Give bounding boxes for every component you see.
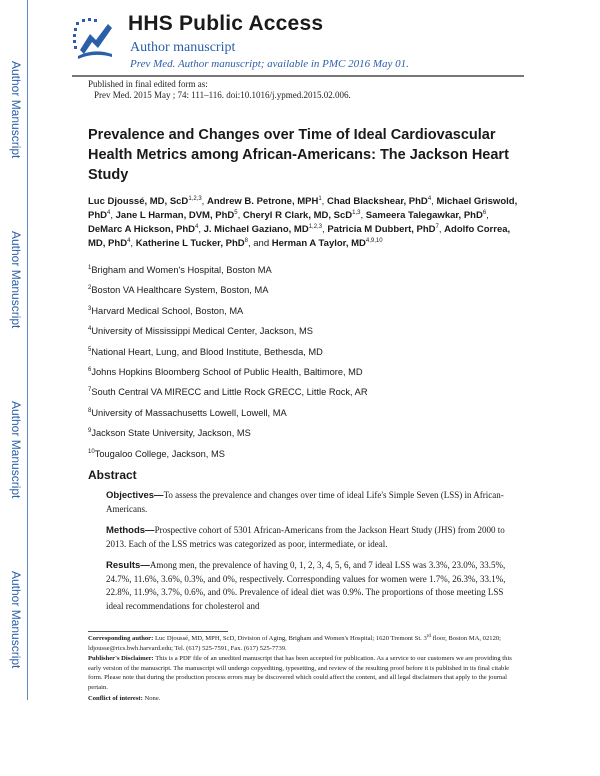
author-affil-sup: 1,2,3 [188,196,202,202]
side-label-author-manuscript: Author Manuscript [9,571,23,669]
affiliation-number: 8 [88,407,92,414]
author-name: Herman A Taylor, MD [271,238,366,250]
author-name: Chad Blackshear, PhD [326,196,428,207]
corresponding-label: Corresponding author: [88,635,154,642]
header-title: HHS Public Access [128,12,324,35]
abstract-heading: Abstract [88,468,137,482]
author-name: Katherine L Tucker, PhD [135,238,245,250]
hhs-eagle-logo-icon [72,14,118,64]
author-name: Adolfo Correa, MD, PhD [88,224,511,250]
author-affil-sup: 5 [234,210,238,217]
affiliation-item [88,324,518,344]
author-affil-sup: 8 [244,238,248,245]
header-availability-note: Prev Med. Author manuscript; available in PMC 2016 May 01. [130,58,409,70]
affiliation-text: Harvard Medical School, Boston, MA [91,305,244,316]
affiliation-number: 9 [88,428,92,435]
author-name: Jane L Harman, DVM, PhD [115,210,235,222]
affiliation-list [88,263,518,467]
affiliation-number: 1 [88,265,92,271]
author-name: Luc Djoussé, MD, ScD [88,196,189,207]
author-affil-sup: 4 [127,238,131,245]
author-affil-sup: 7 [435,224,439,231]
author-affil-sup: 1 [318,196,322,202]
affiliation-text: National Heart, Lung, and Blood Institute, Bethesda, MD [91,346,323,357]
footnotes [88,634,522,704]
author-name: Michael Griswold, PhD [88,196,518,222]
author-name: Sameera Talegawkar, PhD [365,210,483,222]
abstract-results [106,559,520,613]
author-name: Cheryl R Clark, MD, ScD [242,210,353,222]
author-affil-sup: 4 [427,196,432,202]
article-title: Prevalence and Changes over Time of Ideal Cardiovascular Health Metrics among African-Americans: The Jackson Heart Study [88,127,509,183]
author-name: DeMarc A Hickson, PhD [88,224,195,236]
objectives-label: Objectives— [106,490,164,501]
side-label-author-manuscript: Author Manuscript [9,231,23,329]
corresponding-text: Luc Djoussé, MD, MPH, ScD, Division of Aging, Brigham and Women's Hospital; 1620 Tremont St. 3 [154,635,427,642]
corresponding-text-cont: floor, Boston MA, 02120; ldjousse@rics.bwh.harvard.edu; Tel. (617) 525-7591, Fax. (617) 525-7739. [88,635,501,652]
disclaimer-text: This is a PDF file of an unedited manuscript that has been accepted for publication. As a service to our customers we are providing this early version of the manuscript. The manuscript will undergo copyediting, typesetting, and review of the resulting proof before it is published in its final citable form. Please note that during the production process errors may be discovered which could affect the content, and all legal disclaimers that apply to the journal pertain. [88,655,512,691]
affiliation-text: South Central VA MIRECC and Little Rock GRECC, Little Rock, AR [91,387,368,398]
side-rule [27,0,28,700]
affiliation-text: Brigham and Women's Hospital, Boston MA [91,265,272,275]
header-subtitle: Author manuscript [130,40,236,55]
header-divider [72,75,524,77]
side-label-author-manuscript: Author Manuscript [9,61,23,159]
affiliation-text: Jackson State University, Jackson, MS [91,428,251,439]
author-conjunction: and [253,238,270,250]
affiliation-item [88,304,518,324]
author-affil-sup: 6 [482,210,487,217]
author-affil-sup: 1,2,3 [308,224,323,231]
author-name: J. Michael Gaziano, MD [203,224,309,236]
affiliation-text: Tougaloo College, Jackson, MS [94,448,225,459]
affiliation-item [88,406,518,426]
abstract-objectives [106,489,520,516]
results-label: Results— [106,560,150,571]
methods-label: Methods— [106,525,155,536]
affiliation-number: 10 [88,448,95,455]
affiliation-number: 6 [88,366,92,373]
author-affil-sup: 4 [107,210,111,217]
affiliation-item [88,283,518,303]
corresponding-author-note [88,634,522,653]
affiliation-number: 3 [88,305,92,312]
results-text: Among men, the prevalence of having 0, 1, 2, 3, 4, 5, 6, and 7 ideal LSS was 3.3%, 23.0%, 33.5%, 24.7%, 11.6%, 3.6%, 0.3%, and 0%, respectively. Corresponding values for women were 1.7%, 26.3%, 33.1%, 22.8%, 11.9%, 3.7%, 0.6%, and 0%. Prevalence of ideal diet was 0.9%. The proportions of those meeting LSS ideal recommendations for cholesterol and [106,560,506,611]
methods-text: Prospective cohort of 5301 African-Americans from the Jackson Heart Study (JHS) from 2000 to 2013. Each of the LSS metrics was categorized as poor, intermediate, or ideal. [106,525,505,549]
affiliation-text: Johns Hopkins Bloomberg School of Public Health, Baltimore, MD [91,366,363,377]
conflict-text: None. [144,694,161,702]
publisher-disclaimer [88,654,522,692]
side-label-author-manuscript: Author Manuscript [9,401,23,499]
publication-line: Published in final edited form as: [88,79,208,89]
affiliation-item [88,426,518,446]
conflict-of-interest [88,694,522,704]
author-affil-sup: 4,9,10 [365,238,383,245]
abstract-methods [106,524,520,551]
disclaimer-label: Publisher's Disclaimer: [88,655,154,663]
affiliation-text: University of Massachusetts Lowell, Lowell, MA [91,407,287,418]
affiliation-item [88,385,518,405]
objectives-text: To assess the prevalence and changes over time of ideal Life's Simple Seven (LSS) in African-Americans. [106,490,504,514]
corresponding-sup: rd [426,634,431,639]
author-name: Patricia M Dubbert, PhD [327,224,436,236]
affiliation-text: Boston VA Healthcare System, Boston, MA [91,285,269,296]
affiliation-number: 5 [88,346,92,353]
conflict-label: Conflict of interest: [88,694,143,702]
affiliation-item [88,365,518,385]
author-affil-sup: 4 [195,224,199,231]
author-affil-sup: 1,3 [352,210,361,217]
affiliation-item [88,345,518,365]
affiliation-number: 2 [88,285,92,292]
affiliation-number: 7 [88,387,92,394]
author-name: Andrew B. Petrone, MPH [206,196,319,207]
citation-line: Prev Med. 2015 May ; 74: 111–116. doi:10.1016/j.ypmed.2015.02.006. [94,90,351,100]
affiliation-text: University of Mississippi Medical Center, Jackson, MS [91,326,313,337]
affiliation-number: 4 [88,326,92,333]
author-list: Luc Djoussé, MD, ScD$^{1,2,3}$, Andrew B. Petrone, MPH$^1$, Chad Blackshear, PhD$^4$, Michael Griswold, PhD$^4$, Jane L Harman, DVM, PhD$^5$, Cheryl R Clark, MD, ScD$^{1,3}$, Sameera Talegawkar, PhD$^6$, DeMarc A Hickson, PhD$^4$, J. Michael Gaziano, MD$^{1,2,3}$, Patricia M Dubbert, PhD$^7$, Adolfo Correa, MD, PhD$^4$, Katherine L Tucker, PhD$^8$, and Herman A Taylor, MD$^{4,9,10}$ [88,196,518,250]
affiliation-item [88,263,518,283]
footnote-divider [88,631,228,632]
affiliation-item [88,447,518,467]
